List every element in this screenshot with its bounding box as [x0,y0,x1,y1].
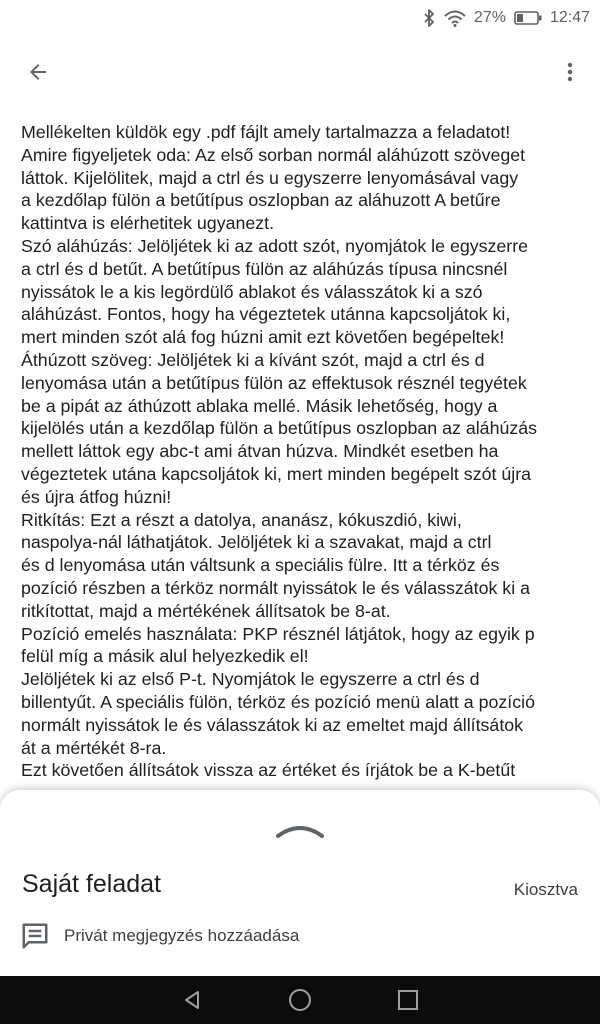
nav-recents-icon [397,989,419,1011]
battery-icon [514,10,542,26]
description-line: billentyűt. A speciális fülön, térköz és pozíció menü alatt a pozíció [21,691,535,712]
description-line: Mellékelten küldök egy .pdf fájlt amely tartalmazza a feladatot! [21,122,511,142]
description-line: lenyomása után a betűtípus fülön az effektusok résznél tegyétek [21,372,527,393]
description-line: a kezdőlap fülön a betűtípus oszlopban az aláhuzott A betűre [21,190,501,211]
description-line: Jelöljétek ki az első P-t. Nyomjátok le egyszerre a ctrl és d [21,669,480,690]
sheet-title: Saját feladat [22,870,161,898]
nav-back-icon [181,989,203,1011]
status-bar [0,0,600,36]
nav-home-icon [288,988,312,1012]
battery-percent: 27% [473,9,506,26]
your-work-sheet[interactable] [0,790,600,976]
comment-icon [20,921,50,951]
private-comment-label: Privát megjegyzés hozzáadása [64,926,300,945]
description-line: nyissátok le a kis legördülő ablakot és válasszátok ki a szó [21,281,483,302]
expand-sheet-handle[interactable] [272,818,328,842]
app-bar [0,40,600,100]
assignment-status: Kiosztva [513,880,578,899]
description-line: Pozíció emelés használata: PKP résznél látjátok, hogy az egyik p [21,623,535,644]
description-line: kattintva is elérhetitek ugyanezt. [21,213,275,234]
add-private-comment-button[interactable] [20,918,299,954]
description-line: Áthúzott szöveg: Jelöljétek ki a kívánt szót, majd a ctrl és d [21,349,485,370]
description-line: aláhúzást. Fontos, hogy ha végeztetek utánna kapcsoljátok ki, [21,304,511,325]
description-line: a ctrl és d betűt. A betűtípus fülön az aláhúzás típusa nincsnél [21,258,508,279]
description-line: át a mértékét 8-ra. [21,737,167,758]
more-options-button[interactable] [548,50,592,94]
system-back-button[interactable] [138,976,246,1024]
assignment-description [21,121,591,793]
description-line: és újra átfog húzni! [21,486,172,507]
description-line: Szó aláhúzás: Jelöljétek ki az adott szót, nyomjátok le egyszerre [21,235,529,256]
chevron-up-icon [272,818,328,842]
navigation-bar [0,976,600,1024]
description-line: ritkítottat, majd a mértékének állítsatok be 8-at. [21,600,391,621]
system-recents-button[interactable] [354,976,462,1024]
back-button[interactable] [16,50,60,94]
description-line: Amire figyeljetek oda: Az első sorban normál aláhúzott szöveget [21,144,526,165]
description-line: kijelölés után a kezdőlap fülön a betűtípus oszlopban az aláhúzás [21,418,538,439]
description-line: Ritkítás: Ezt a részt a datolya, ananász, kókuszdió, kiwi, [21,509,462,530]
arrow-back-icon [26,60,50,84]
description-line: és d lenyomása után váltsunk a speciális fülre. Itt a térköz és [21,555,500,576]
wifi-icon [444,10,466,27]
description-line: mert minden szót alá fog húzni amit ezt követően begépeltek! [21,327,505,348]
system-home-button[interactable] [246,976,354,1024]
more-vert-icon [558,60,582,84]
description-line: be a pipát az áthúzott ablaka mellé. Másik lehetőség, hogy a [21,395,498,416]
description-line: mellett láttok egy abc-t ami átvan húzva. Mindkét esetben ha [21,441,499,462]
description-line: Ezt követően állítsátok vissza az értéket és írjátok be a K-betűt [21,760,516,781]
clock: 12:47 [549,9,590,26]
description-line: pozíció részben a térköz normált nyissátok le és válasszátok ki a [21,577,530,598]
description-line: végeztetek utána kapcsoljátok ki, mert minden begépelt szót újra [21,463,532,484]
description-line: normált nyissátok le és válasszátok ki az emeltet majd állítsátok [21,714,524,735]
bluetooth-icon [422,9,436,27]
description-line: felül míg a másik alul helyezkedik el! [21,646,309,667]
description-line: naspolya-nál láthatjátok. Jelöljétek ki a szavakat, majd a ctrl [21,532,492,553]
description-line: láttok. Kijelölitek, majd a ctrl és u egyszerre lenyomásával vagy [21,167,519,188]
